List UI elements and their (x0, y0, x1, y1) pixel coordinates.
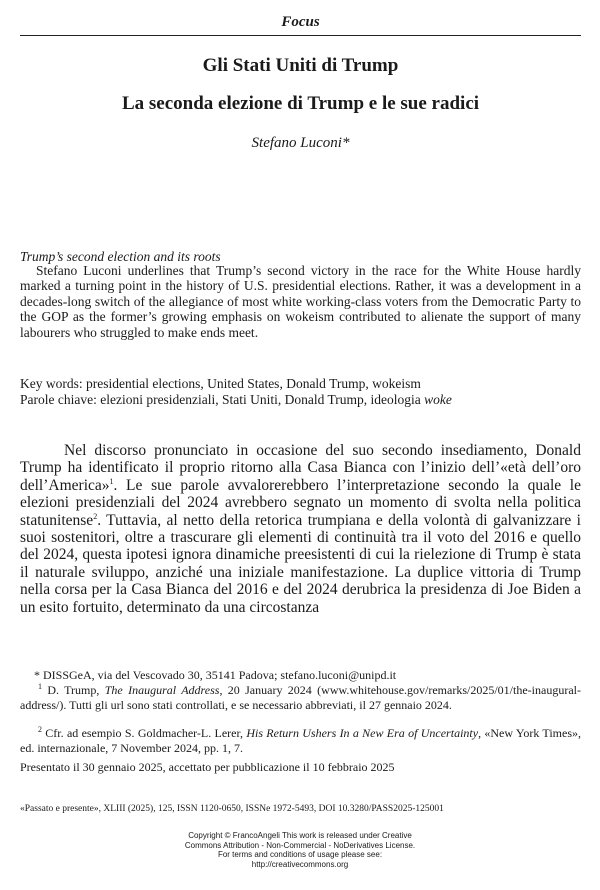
footnote-affiliation: * DISSGeA, via del Vescovado 30, 35141 Padova; stefano.luconi@unipd.it (34, 668, 397, 682)
keywords-it-text: Parole chiave: elezioni presidenziali, Stati Uniti, Donald Trump, ideologia (20, 392, 425, 407)
body-paragraph (20, 442, 581, 616)
footnote-2-italic: His Return Ushers In a New Era of Uncertainty (246, 726, 479, 740)
footnote-1-text-a: D. Trump, (42, 683, 105, 697)
footnote-2-text-a: Cfr. ad esempio S. Goldmacher-L. Lerer, (42, 726, 247, 740)
license-line-3: For terms and conditions of usage please see: (217, 850, 383, 860)
footnote-ref-1[interactable]: 1 (109, 476, 114, 486)
keywords-it (20, 392, 581, 407)
footnote-1-italic: The Inaugural Address (104, 683, 220, 697)
license-line-2: Commons Attribution - Non-Commercial - NoDerivatives License. (184, 840, 416, 850)
article-subtitle: La seconda elezione di Trump e le sue radici (121, 93, 480, 114)
abstract-title: Trump’s second election and its roots (20, 249, 221, 264)
keywords-it-italic: woke (424, 392, 452, 407)
footnote-1-mark: 1 (38, 682, 42, 691)
submission-dates: Presentato il 30 gennaio 2025, accettato per pubblicazione il 10 febbraio 2025 (20, 760, 395, 774)
footnote-2 (20, 726, 581, 755)
footnote-2-mark: 2 (38, 725, 42, 734)
header-rule (20, 35, 581, 36)
footnote-1 (20, 683, 581, 712)
journal-citation: «Passato e presente», XLIII (2025), 125, ISSN 1120-0650, ISSNe 1972-5493, DOI 10.3280/PASS2025-125001 (20, 804, 444, 814)
section-header: Focus (281, 14, 320, 30)
article-title: Gli Stati Uniti di Trump (202, 55, 399, 76)
footnote-1-text-b: , 20 January 2024 (www.whitehouse.gov/remarks/2025/01/the-inaugural-address/). Tutti gli url sono stati controllati, e se necessario abbreviati, il 27 gennaio 2024. (20, 683, 581, 712)
license-notice (100, 831, 500, 869)
license-link[interactable]: http://creativecommons.org (251, 859, 349, 869)
license-line-1: Copyright © FrancoAngeli This work is released under Creative (188, 831, 412, 840)
body-text-1: Nel discorso pronunciato in occasione del suo secondo insediamento, Donald Trump ha identificato il proprio ritorno alla Casa Bianca con l’inizio dell’«età dell’oro dell’America» (20, 442, 581, 494)
footnote-ref-2[interactable]: 2 (93, 511, 98, 521)
body-text-3: . Tuttavia, al netto della retorica trumpiana e della volontà di galvanizzare i suoi sostenitori, oltre a trascurare gli elementi di continuità tra il voto del 2016 e quello del 2024, questa ipotesi ignora dinamiche preesistenti di cui la rielezione di Trump è stata il naturale sviluppo, anziché una iniziale manifestazione. La duplice vittoria di Trump nella corsa per la Casa Bianca del 2016 e del 2024 derubrica la presidenza di Joe Biden a un esito fortuito, determinato da una circostanza (20, 511, 581, 616)
footnote-2-text-b: , «New York Times», ed. internazionale, 7 November 2024, pp. 1, 7. (20, 726, 581, 755)
abstract-text: Stefano Luconi underlines that Trump’s second victory in the race for the White House hardly marked a turning point in the history of U.S. presidential elections. Rather, it was a development in a decades-long switch of the allegiance of most white working-class voters from the Democratic Party to the GOP as the former’s growing emphasis on wokeism contributed to alienate the support of many labourers who struggled to make ends meet. (20, 263, 581, 340)
article-author: Stefano Luconi* (251, 135, 350, 151)
keywords-en: Key words: presidential elections, United States, Donald Trump, wokeism (20, 376, 421, 391)
body-text-2: . Le sue parole avvalorerebbero l’interpretazione secondo la quale le elezioni presidenziali del 2024 avrebbero segnato un momento di svolta nella politica statunitense (20, 476, 581, 529)
